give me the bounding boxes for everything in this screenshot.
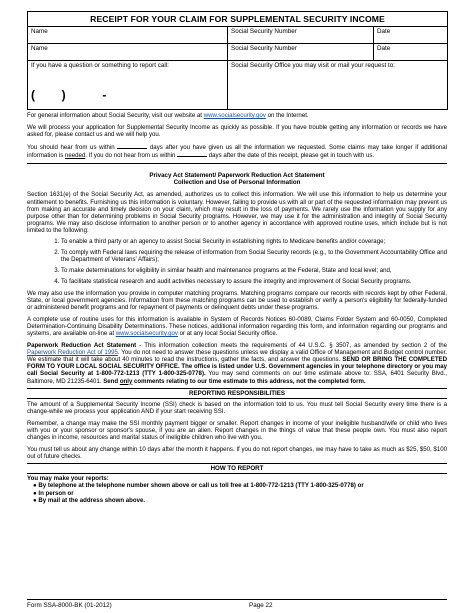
office-label: Social Security Office you may visit or mail your request to: bbox=[231, 62, 396, 69]
form-id: Form SSA-8000-BK (01-2012) bbox=[27, 602, 112, 609]
list-item: ● By mail at the address shown above. bbox=[33, 496, 146, 504]
list-item: 4. To facilitate statistical research and audit activities necessary to assure the integrity and improvement of Social Security programs. bbox=[61, 278, 447, 285]
list-item: 1. To enable a third party or an agency to assist Social Security in establishing rights to Medicare benefits and/or coverage; bbox=[61, 238, 447, 245]
date-field-2[interactable] bbox=[374, 44, 448, 61]
date-label: Date bbox=[377, 28, 391, 35]
page-footer bbox=[27, 599, 447, 609]
divider bbox=[27, 163, 447, 164]
reporting-paragraph-3: You must tell us about any change within 10 days after the month it happens. If you do not report changes, we may have to take as much as $25, $50, $100 out of future checks. bbox=[27, 446, 447, 461]
hear-from-us-text: You should hear from us within days after you have given us all the information we requested. Some claims may take longer if additional information is needed. If you do not hear from us within days after the date of this receipt, please get in touch with us. bbox=[27, 144, 447, 160]
how-to-report-intro: You may make your reports: bbox=[27, 475, 109, 483]
privacy-paragraph-3: A complete use of routine uses for this information is available in System of Records Notices 60-0089, Claims Folder System and 60-0050, Completed Determination-Continuing Disability Determinations. These notices, additional information regarding this form, and information regarding our programs and systems, are available on-line at www.socialsecurity.gov or at any local Social Security office. bbox=[27, 315, 447, 337]
how-to-report-heading: HOW TO REPORT bbox=[27, 463, 447, 474]
form-title: RECEIPT FOR YOUR CLAIM FOR SUPPLEMENTAL SECURITY INCOME bbox=[28, 12, 448, 27]
bullet-icon: ● bbox=[33, 482, 37, 490]
ssn-label: Social Security Number bbox=[231, 45, 297, 52]
page-number: Page 22 bbox=[249, 602, 273, 609]
list-item: 2. To comply with Federal laws requiring the release of information from Social Security records (e.g., to the Government Accountability Office and the Department of Veterans' Affairs); bbox=[61, 249, 447, 263]
days-blank-1[interactable] bbox=[117, 143, 147, 149]
reporting-paragraph-1: The amount of a Supplemental Security Income (SSI) check is based on the information told to us. You must tell Social Security every time there is a change-while we process your application AND if your start receiving SSI. bbox=[27, 400, 447, 415]
general-info: For general information about Social Security, visit our website at www.socialsecurity.gov on the Internet. bbox=[27, 112, 309, 119]
list-item: ● In person or bbox=[33, 489, 74, 497]
office-address-field[interactable] bbox=[228, 61, 448, 110]
website-link[interactable]: www.socialsecurity.gov bbox=[203, 112, 266, 119]
process-text: We will process your application for Supplemental Security Income as quickly as possible. If you have trouble getting any information or records we have asked for, please contact us and we will help you. bbox=[27, 124, 447, 139]
list-item: ● By telephone at the telephone number shown above or call us toll free at 1-800-772-1213 (TTY 1-800-325-0778) or bbox=[33, 482, 364, 490]
list-item: 3. To make determinations for eligibility in similar health and maintenance programs at the Federal, State and local level; and, bbox=[61, 267, 447, 274]
name-field-2[interactable] bbox=[28, 44, 228, 61]
paperwork-act-link[interactable]: Paperwork Reduction Act of 1995 bbox=[27, 349, 118, 357]
name-label: Name bbox=[31, 45, 48, 52]
ssn-field-1[interactable] bbox=[228, 27, 374, 44]
reporting-paragraph-2: Remember, a change may make the SSI monthly payment bigger or smaller. Report changes in income of your ineligible husband/wife or child who lives with you or your sponsor or sponsor's spouse, if you are an alien. Report changes in the things of value that these people own. You must also report changes in income, resources and marital status of ineligible children who live with you. bbox=[27, 419, 447, 441]
privacy-paragraph-1: Section 1631(e) of the Social Security Act, as amended, authorizes us to collect this information. We will use this information to help us determine your entitlement to benefits. Furnishing us this information is voluntary. However, failing to provide us with all or part of the requested information may prevent us from making an accurate and timely decision on your claim, which may result in the loss of payments. We rarely use the information you supply for any purpose other than for determining problems in Social Security programs. However, we may use it for the administration and integrity of Social Security programs. We may also disclose information to another person or to another agency in accordance with approved routine uses, which include but is not limited to the following: bbox=[27, 191, 447, 234]
bullet-icon: ● bbox=[33, 489, 37, 497]
reporting-heading: REPORTING RESPONSIBILITIES bbox=[27, 388, 447, 399]
date-field-1[interactable] bbox=[374, 27, 448, 44]
date-label: Date bbox=[377, 45, 391, 52]
header-table bbox=[27, 11, 448, 110]
paperwork-reduction-statement: Paperwork Reduction Act Statement - This information collection meets the requirements of 44 U.S.C. § 3507, as amended by section 2 of the Paperwork Reduction Act of 1995. You do not need to answer these questions unless we display a valid Office of Management and Budget control number. We estimate that it will take about 40 minutes to read the instructions, gather the facts, and answer the questions. SEND OR BRING THE COMPLETED FORM TO YOUR LOCAL SOCIAL SECURITY OFFICE. The office is listed under U.S. Government agencies in your telephone directory or you may call Social Security at 1-800-772-1213 (TTY 1-800-325-0778). You may send comments on our time estimate above to: SSA, 6401 Security Blvd., Baltimore, MD 21235-6401. Send only comments relating to our time estimate to this address, not the completed form. bbox=[27, 342, 448, 385]
question-label: If you have a question or something to report call: bbox=[31, 62, 169, 69]
phone-field[interactable] bbox=[28, 61, 228, 110]
days-blank-2[interactable] bbox=[177, 151, 207, 157]
phone-format: ( ) - bbox=[31, 88, 107, 102]
ssn-field-2[interactable] bbox=[228, 44, 374, 61]
privacy-paragraph-2: We may also use the information you provide in computer matching programs. Matching programs compare our records with records kept by other Federal, State, or local government agencies. Information from these matching programs can be used to establish or verify a person's eligibility for federally-funded or administered benefit programs and for repayment of payments or delinquent debts under these programs. bbox=[27, 289, 447, 311]
name-field-1[interactable] bbox=[28, 27, 228, 44]
bullet-icon: ● bbox=[33, 496, 37, 504]
privacy-title: Privacy Act Statement/ Paperwork Reduction Act Statement Collection and Use of Personal Information bbox=[149, 172, 325, 187]
name-label: Name bbox=[31, 28, 48, 35]
website-link[interactable]: www.socialsecurity.gov bbox=[115, 329, 178, 337]
form-page bbox=[27, 11, 447, 504]
ssn-label: Social Security Number bbox=[231, 28, 297, 35]
routine-uses-list bbox=[27, 238, 447, 285]
